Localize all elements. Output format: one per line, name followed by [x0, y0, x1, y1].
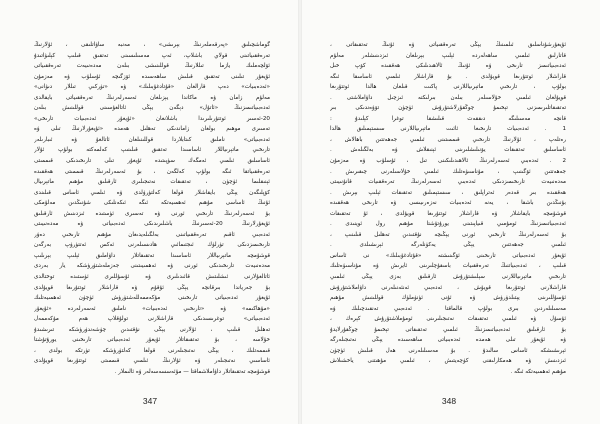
text-line: ئەدەبىياتى» توغرىسىدىكى قاراشلارنى تولۇقلاپ ھەم مۇكەممەل	[34, 316, 270, 323]
text-line: ئۇيغۇر ئەدەبىياتى تارىخىنى ئۆگىنىشتە «قۇتادغۇبىلىك» نى ئاساس	[330, 252, 566, 259]
text-line: ئۇسۇل ۋە ئىلمىي تەتقىقات نەتىجىلىرىنى ئومۇملاشتۇرۇش كېرەك ،	[330, 316, 566, 323]
text-line: مەسىلىلەردىن بىرى بولۇپ قالماقتا . ئەدەبىي تەنقىدچىلىك ۋە	[330, 305, 566, 312]
text-line: ئەدەبىي ئاقىم تەرەققىياتىنى بەلگىلەيدىغان مۇھىم تارىخىي دەۋر	[34, 231, 270, 238]
text-line: قوشۇمچە بايقاشلار ۋە قاراشلار ئوتتۇرىغا قويۇلدى ، ئۇ تەتقىقات	[330, 210, 566, 217]
text-line: ئاساسىي نەتىجىلەر ۋە ئۇلارنىڭ ئىلمىي قىممىتى ئوتتۇرىغا قويۇلدى	[34, 358, 270, 365]
text-line: ئۇنىڭ ئاساسى مۇھىم ئەھمىيەتكە ئىگە ئىكەنلىكى شۇنىڭدىن مەلۇمكى	[34, 200, 270, 207]
text-line: 1 . ئەدەبىيات تارىخىغا ئائىت ماتېرىياللارنى سىستېمىلىق ھالدا	[330, 126, 566, 133]
text-line: بۇنىڭدىن باشقا ، يەنە ئەدەبىيات نەزەرىيىسى ۋە تارىخى ھەققىدە	[330, 200, 566, 207]
text-line: تەرەققىياتقا ئىگە بولۇپ كەلگەن ، بۇ ئەسەرلەرنىڭ قىممىتى ھەققىدە	[34, 168, 270, 175]
text-line: بولۇپ ، تارىخىي ماتېرىياللارنى پاكىت قىلغان ھالدا ئوتتۇرىغا	[330, 84, 566, 91]
text-line: ھەققىدە بىر قەدەر ئەتراپلىق ، سىستېمىلىق تەتقىقات ئېلىپ بېرىش .	[330, 189, 566, 196]
text-line: تەھلىل قىلىپ ، ئۇلارنى يېڭى نۇقتىدىن چۈشەندۈرۈشكە تىرىشىدۇ	[34, 326, 270, 333]
text-line: ئۇيغۇر تىلىنى تەتقىق قىلىش ساھەسىدە ئۆزگىچە ئۇسلۇب ۋە مەزمۇن	[34, 73, 270, 80]
text-line: «ئەدەبىيات» دەپ قارالغان «قۇتادغۇبىلىك» ۋە «تۈركىي تىللار دىۋانى»	[34, 84, 270, 91]
text-line: قانچە مەسىلىگە دىققەت قىلىشقا توغرا كېلىدۇ :	[330, 115, 566, 122]
text-line: بۇ جەرياندا بىرقانچە يېڭى ئۇقۇم ۋە قاراشلار ئوتتۇرىغا قويۇلدى	[34, 284, 270, 291]
text-line: 2 . ئەدەبىي ئەسەرلەرنىڭ ئالاھىدىلىكىنى تىل ، ئۇسلۇب ۋە مەزمۇن	[330, 158, 566, 165]
text-line: جەھەتتىن ئۆگىنىپ ، مۇناسىۋەتلىك ئىلمىي خۇلاسىلەرنى چىقىرىش .	[330, 168, 566, 175]
text-line: مەلۇم زامان ۋە ماكاندا يېزىلغان ئەسەرلەرنىڭ تەرەققىياتى بايقالدى	[34, 94, 270, 101]
text-line: ۋە ئۇيغۇر تىلى ھەمدە ئەدەبىياتى ساھەسىدە يېڭى نەتىجىلەرگە	[330, 337, 566, 344]
text-line: قويۇلغان ئىلمىي خۇلاسىلەر بىلەن بىرلىكتە ئىزچىل داۋاملاشتى .	[330, 94, 566, 101]
text-line: ئەدەبىياتى» ناملىق كىتابلاردا قوللىنىلغان ئاتالغۇ ۋە ئىبارىلەر	[34, 136, 270, 143]
book-gutter	[298, 0, 302, 424]
text-line: تەتقىقاتلىرىمىزنى تېخىمۇ چوڭقۇرلاشتۇرۇش ئۈچۈن تۆۋەندىكى بىر	[330, 105, 566, 112]
left-page-number: 347	[142, 396, 158, 406]
text-line: مۇھىم ئەھمىيەتكە ئىگە .	[510, 368, 566, 375]
text-line: قىلىپ ، ئەدەبىياتنىڭ تەرەققىيات باسقۇچلىرىنى ئايرىش ۋە مۇناسىۋەتلىك	[330, 263, 566, 270]
text-line: ئۇيغۇر ئەدەبىياتى تارىخىنى مۇكەممەللەشتۈرۈش ئۈچۈن ئەھمىيەتلىك	[34, 295, 270, 302]
text-line: ئەدەبىياتىمىزنىڭ ئومۇمىي قىياپىتىنى يورۇتۇشتا مۇھىم رول ئوينىدى .	[330, 221, 566, 228]
text-line: ئاساسلىق ئىلمىي ئەمگەك سۈپىتىدە ئۇيغۇر تىلى تارىخىدىكى قىممىتى	[34, 158, 270, 165]
text-line: ئەدەبىياتىمىزنىڭ «ئاتۇل» دېگەن يېڭى ئاتالغۇسىنى قوللىنىش بىلەن	[34, 105, 270, 112]
text-line: گوماشچىلىق «پەرقەملەرنىڭ بېرىشى» ، مەنبە ساۋاتلىقى ، ئۇلارنىڭ	[34, 42, 270, 48]
text-line: 20-ئەسىر ئوتتۇرىلىرىدا باشلانغان «ئۇيغۇر ئەدەبىيات تارىخى»	[34, 115, 270, 122]
text-line: ئىلمىي جەھەتتىن يېڭى يەكۈنلەرگە ئېرىشىلدى .	[330, 242, 566, 249]
text-line: قاراشلارنى ئوتتۇرىغا قويۇش ، ئەدەبىي ئەنئەنىلەرنى داۋاملاشتۇرۇش	[330, 284, 566, 291]
right-page	[330, 40, 566, 392]
text-line: ئۆلچەملىك يازما تىللارنىڭ قوللىنىشى بىلەن مەدەنىيەت تەرەققىياتى	[34, 63, 270, 70]
text-line: قىممەتلىك ، يېڭى نەتىجىلەرنى قولغا كەلتۈرۈشكە تۈرتكە بولدى ،	[34, 347, 270, 354]
text-line: قاتارلىق ئىلمىي ساھەلەردە ئېلىپ بېرىلغان ئىزدىنىشلەر مەلۇم	[330, 52, 566, 59]
text-line: قوشۇمچە تەتقىقاتلار داۋاملاشماقتا — مۇئەسسەسەلەر ۋە ئالىملار .	[114, 368, 270, 375]
text-line: بۇ ئەسەرلەرنىڭ تارىخىي ئورنى يېڭىچە نۇقتىدىن تەھلىل قىلىنىپ ،	[330, 231, 566, 238]
text-line: ئىزدىنىش ۋە ھەمكارلىقنى كۈچەيتىش ، ئىلمىي مۇھىتنى ياخشىلاش	[330, 358, 566, 365]
text-line: رەتلەپ ، ئۇلارنىڭ تارىخىي قىممىتىنى ئىلمىي جەھەتتىن باھالاش ،	[330, 136, 566, 143]
text-line: ئاساسلىق تەتقىقات يۆنىلىشلىرىنى ئېنىقلاش ۋە بەلگىلەش .	[330, 147, 566, 154]
text-line: مەدەنىيەت تارىخىمىزدىكى ئەدەبىي ئەسەرلەرنىڭ تەرەققىيات قانۇنىيىتى	[330, 179, 566, 186]
left-page	[34, 40, 270, 392]
text-line: ئۇيغۇرلارنىڭ 20-ئەسىرنىڭ باشلىرىدىكى ئەدەبىياتى ۋە مەدەنىيىتى	[34, 221, 270, 228]
text-line: «مۇھاكىمە» ۋە «تارىخىي ئەدەبىيات» ناملىق ئەسەرلەردە «ئۇيغۇر	[34, 305, 270, 312]
text-line: بۇ ئارقىلىق ئەدەبىياتىمىزنىڭ ئىلمىي تەتقىقاتى تېخىمۇ چوڭقۇرلايدۇ	[330, 326, 566, 333]
text-line: قوشۇمچە ماتېرىياللار ئاساسىدا تەتقىقاتلار داۋاملىق ئېلىپ بېرىلىپ	[34, 252, 270, 259]
text-line: بۇ ئەسەرلەرنىڭ تارىخىي ئورنى ۋە تەسىرى ئۈستىدە ئىزدىنىش ئارقىلىق	[34, 210, 270, 217]
text-line: ئېرىشىشكە ئاساس سالىدۇ . بۇ مەسىلىلەرنى ھەل قىلىش ئۈچۈن	[330, 347, 566, 354]
right-page-number: 348	[441, 396, 457, 406]
text-line: ئۇيغۇرشۇناسلىق ئىلمىنىڭ يېڭى تەرەققىياتى ۋە ئۇنىڭ تەتقىقاتى ،	[330, 42, 566, 48]
text-line: تەسىرى موھىم بولغان زاماندىكى تەھلىل ھەمدە «ئۇيغۇرلارنىڭ تىلى ۋە	[34, 126, 270, 133]
text-line: ئېنىقلىما ئۈچۈن ، تەتقىقات نەتىجىلىرى ئارقىلىق مۇھىم ماتېرىيال	[34, 179, 270, 186]
text-line: تارىخىي ماتېرىياللارنى سېلىشتۇرۇش ئارقىلىق بەزى يېڭى ئىلمىي	[330, 274, 566, 281]
text-line: مەدەنىيەت تارىخىدىكى ئورنى ۋە ئەھمىيىتىنى جەزملەشتۈرۈشكە يار بەردى	[34, 263, 270, 270]
text-line: ئەدەبىياتىمىز تارىخى ۋە ئۇنىڭ ئالاھىدىلىكى ھەققىدە كۆپ خىل	[330, 63, 566, 70]
text-line: تەرەققىياتىنى قولاي باشلاپ، ئەپ مەسىلىسىنى تەتقىق قىلىپ كېلىۋاتىدۇ	[34, 52, 270, 59]
text-line: ئۇسۇللىرىنى يېتىلدۈرۈش ۋە ئۇنى ئۈنۈملۈك قوللىنىش مۇھىم	[330, 295, 566, 302]
text-line: قاراشلار ئوتتۇرىغا قويۇلدى . بۇ قاراشلار ئىلمىي ئاساسقا ئىگە	[330, 73, 566, 80]
text-line: خۇلاسە ، بۇ تەتقىقاتلار ئۇيغۇر ئەدەبىياتى تارىخىنى يورۇتۇشتا	[34, 337, 270, 344]
text-line: تارىخىمىزدىكى تۈرلۈك ئىجتىمائىي ھادىسىلەرنى ئەكس ئەتتۈرۈپ بەرگەن	[34, 242, 270, 249]
text-line: ئاتالغۇلارنى ئىشلىتىش قائىدىلىرى ۋە ئۇسۇللىرى ئۈستىدە توختالدى	[34, 274, 270, 281]
text-line: تارىخىي ماتېرىياللار ئاساسىدا تەتقىق قىلىنىپ كەلمەكتە بولۇپ ئۇلار	[34, 147, 270, 154]
text-line: كۆپلىگەن يېڭى بايقاشلار قولغا كەلتۈرۈلدى ۋە ئىلمىي ئاساس قىلىندى	[34, 189, 270, 196]
